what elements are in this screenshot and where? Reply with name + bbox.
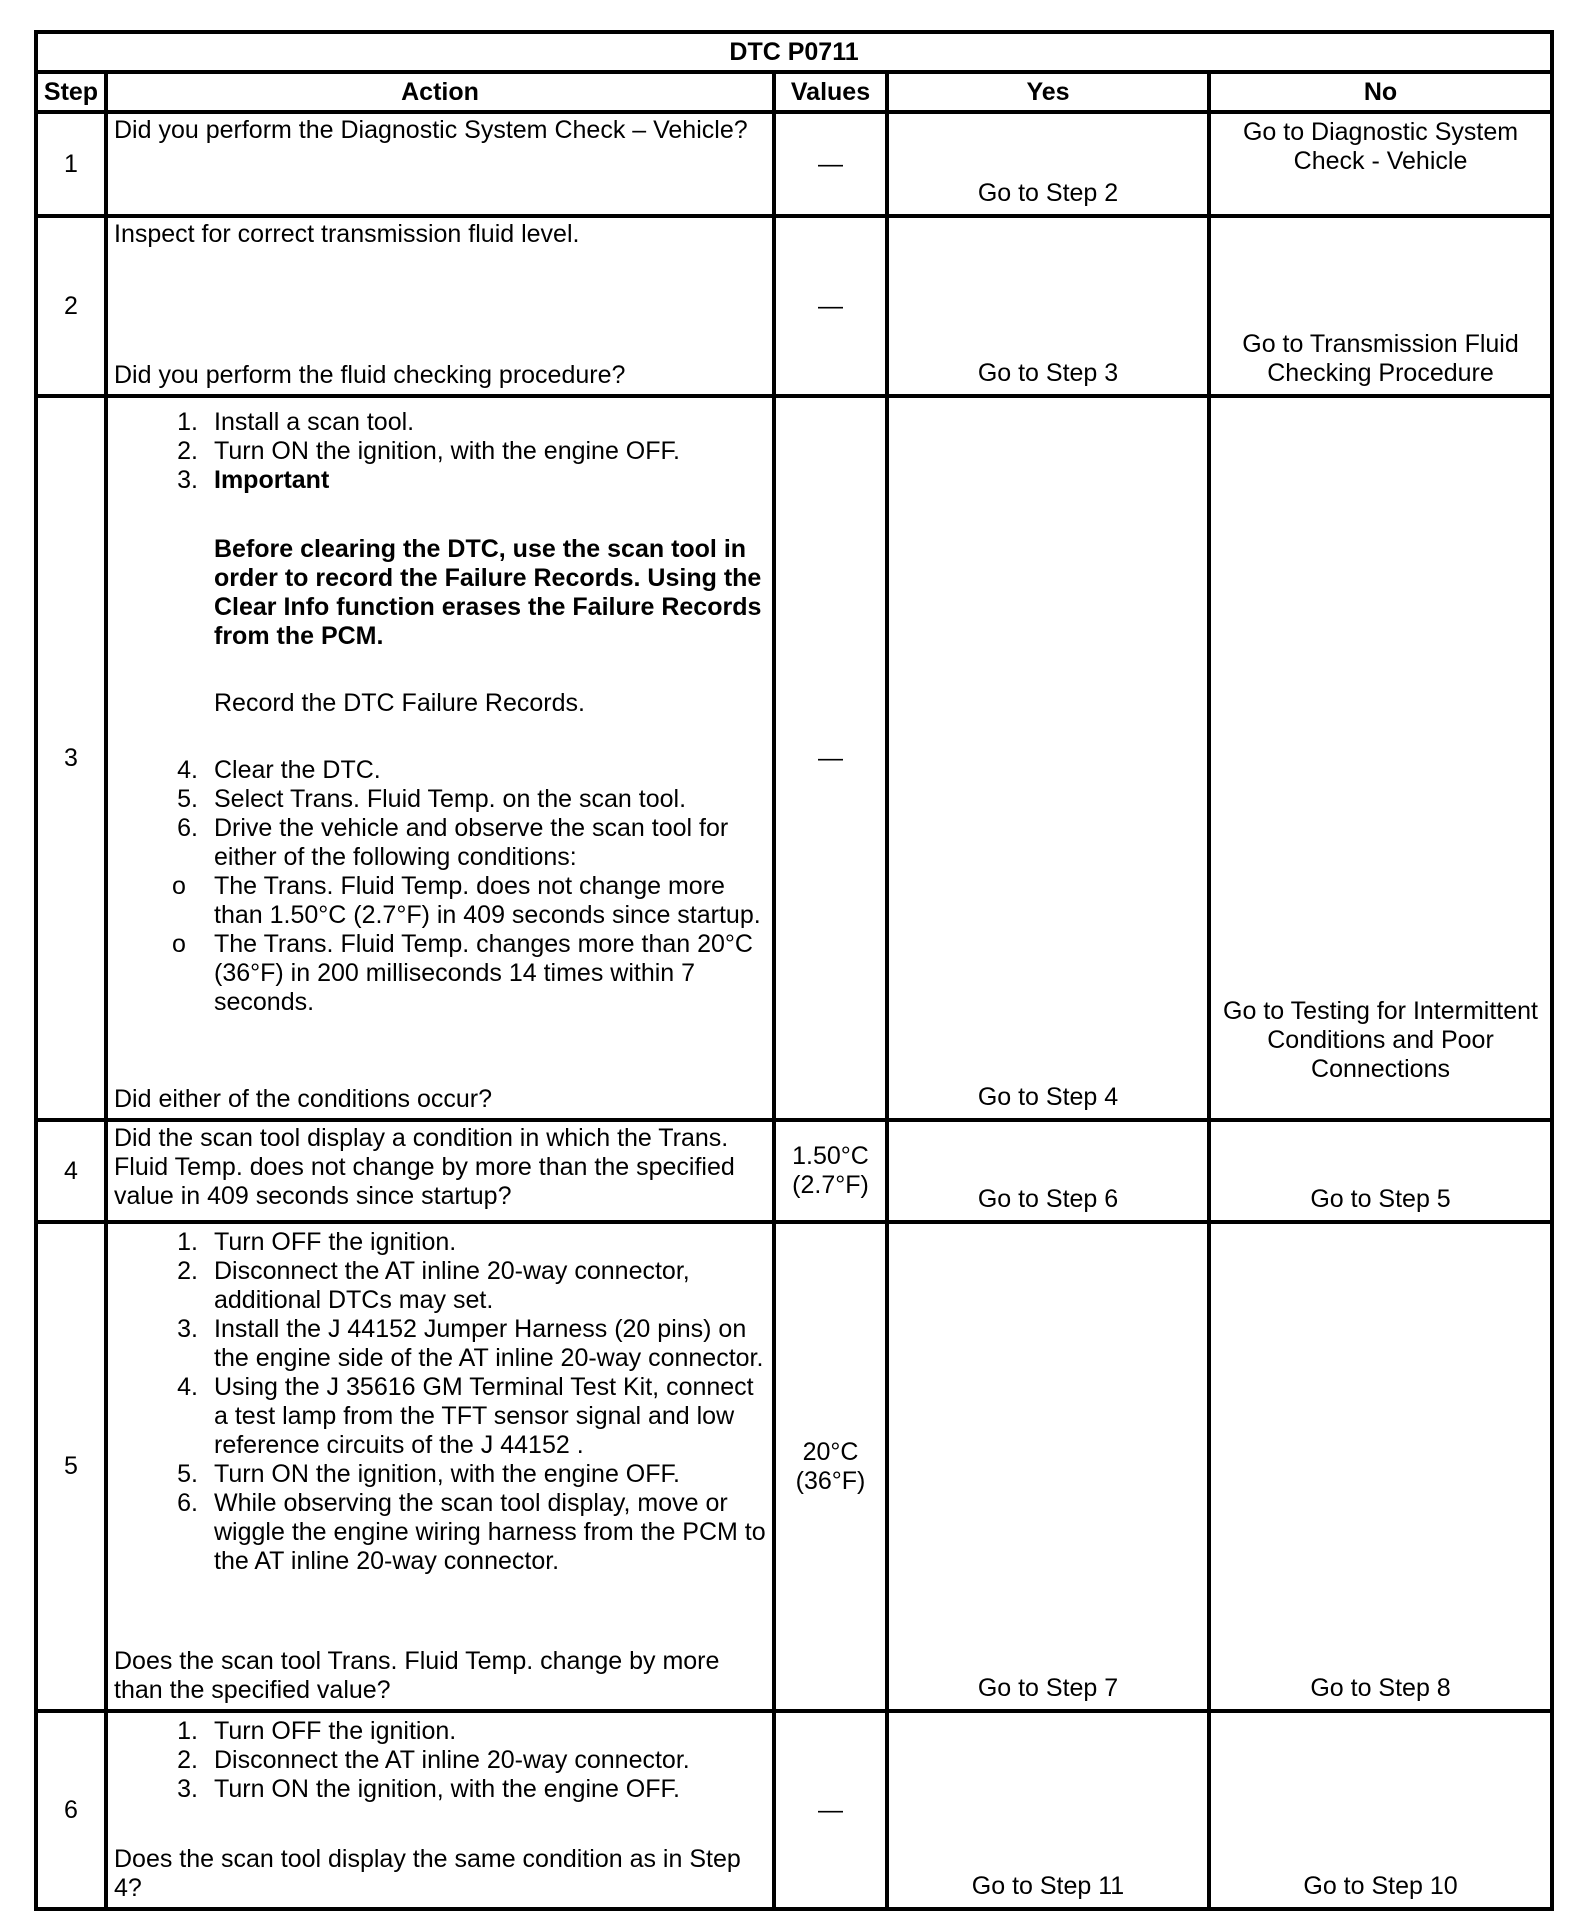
list-item: o The Trans. Fluid Temp. does not change more than 1.50°C (2.7°F) in 409 seconds since startup. <box>172 872 761 929</box>
table-row <box>36 1222 1552 1711</box>
list-item: 6. While observing the scan tool display, move or wiggle the engine wiring harness from the PCM to the AT inline 20-way connector. <box>177 1489 766 1575</box>
list-item: 3. Turn ON the ignition, with the engine OFF. <box>177 1775 680 1803</box>
no-text: Go to Testing for Intermittent Conditions and Poor Connections <box>1223 997 1538 1083</box>
step-number: 6 <box>36 1711 106 1909</box>
list-item: 2. Disconnect the AT inline 20-way connector. <box>177 1746 690 1774</box>
table-row <box>36 216 1552 396</box>
table-row <box>36 396 1552 1120</box>
condition-list <box>114 872 768 1017</box>
values-cell: — <box>774 112 887 216</box>
action-cell <box>106 216 774 396</box>
header-step: Step <box>36 72 106 112</box>
list-item: 4. Clear the DTC. <box>177 756 381 784</box>
record-note: Record the DTC Failure Records. <box>214 689 585 717</box>
no-cell <box>1209 216 1552 396</box>
action-steps <box>114 756 768 872</box>
step-number: 1 <box>36 112 106 216</box>
list-item: 2. Turn ON the ignition, with the engine OFF. <box>177 437 680 465</box>
list-item: 6. Drive the vehicle and observe the scan tool for either of the following conditions: <box>177 814 729 871</box>
values-cell: — <box>774 1711 887 1909</box>
values-cell <box>774 1222 887 1711</box>
action-question: Did either of the conditions occur? <box>114 1085 492 1113</box>
action-cell <box>106 1120 774 1222</box>
list-item: o The Trans. Fluid Temp. changes more than 20°C (36°F) in 200 milliseconds 14 times within 7 seconds. <box>172 930 753 1016</box>
values-cell: — <box>774 216 887 396</box>
value-text: 20°C (36°F) <box>795 1437 866 1495</box>
action-steps <box>114 1228 768 1576</box>
yes-cell: Go to Step 4 <box>887 396 1209 1120</box>
action-cell <box>106 1711 774 1909</box>
list-item: 3. Install the J 44152 Jumper Harness (20 pins) on the engine side of the AT inline 20-way connector. <box>177 1315 764 1372</box>
list-item: 3. Important <box>177 466 330 494</box>
header-no: No <box>1209 72 1552 112</box>
list-item: 4. Using the J 35616 GM Terminal Test Kit, connect a test lamp from the TFT sensor signal and low reference circuits of the J 44152 . <box>177 1373 754 1459</box>
step-number: 3 <box>36 396 106 1120</box>
value-text: 1.50°C (2.7°F) <box>792 1142 869 1199</box>
header-row <box>36 72 1552 112</box>
action-question: Did the scan tool display a condition in which the Trans. Fluid Temp. does not change by more than the specified value in 409 seconds since startup? <box>114 1124 735 1210</box>
table-row <box>36 112 1552 216</box>
yes-cell: Go to Step 7 <box>887 1222 1209 1711</box>
action-cell <box>106 396 774 1120</box>
table-title: DTC P0711 <box>36 32 1552 72</box>
no-cell <box>1209 396 1552 1120</box>
table-row <box>36 1120 1552 1222</box>
action-cell <box>106 112 774 216</box>
no-cell <box>1209 112 1552 216</box>
action-question: Did you perform the Diagnostic System Check – Vehicle? <box>114 116 748 144</box>
table-row <box>36 1711 1552 1909</box>
values-cell <box>774 1120 887 1222</box>
list-item: 1. Turn OFF the ignition. <box>177 1228 457 1256</box>
action-intro: Inspect for correct transmission fluid level. <box>114 220 580 248</box>
yes-cell: Go to Step 11 <box>887 1711 1209 1909</box>
list-item: 1. Install a scan tool. <box>177 408 415 436</box>
important-note: Before clearing the DTC, use the scan tool in order to record the Failure Records. Using the Clear Info function erases the Failure Records from the PCM. <box>214 535 762 650</box>
action-question: Does the scan tool display the same condition as in Step 4? <box>114 1845 741 1902</box>
header-values: Values <box>774 72 887 112</box>
list-item: 1. Turn OFF the ignition. <box>177 1717 457 1745</box>
list-item: 5. Select Trans. Fluid Temp. on the scan tool. <box>177 785 687 813</box>
action-question: Does the scan tool Trans. Fluid Temp. change by more than the specified value? <box>114 1647 720 1704</box>
step-number: 4 <box>36 1120 106 1222</box>
yes-cell: Go to Step 2 <box>887 112 1209 216</box>
dtc-table <box>34 30 1554 1911</box>
step-number: 5 <box>36 1222 106 1711</box>
yes-cell: Go to Step 3 <box>887 216 1209 396</box>
no-cell: Go to Step 5 <box>1209 1120 1552 1222</box>
list-item: 5. Turn ON the ignition, with the engine OFF. <box>177 1460 680 1488</box>
no-cell: Go to Step 10 <box>1209 1711 1552 1909</box>
action-question: Did you perform the fluid checking procedure? <box>114 361 626 389</box>
step-number: 2 <box>36 216 106 396</box>
action-steps <box>114 408 768 495</box>
list-item: 2. Disconnect the AT inline 20-way connector, additional DTCs may set. <box>177 1257 690 1314</box>
header-yes: Yes <box>887 72 1209 112</box>
action-cell <box>106 1222 774 1711</box>
no-text: Go to Diagnostic System Check - Vehicle <box>1242 118 1519 175</box>
yes-cell: Go to Step 6 <box>887 1120 1209 1222</box>
values-cell: — <box>774 396 887 1120</box>
no-cell: Go to Step 8 <box>1209 1222 1552 1711</box>
no-text: Go to Transmission Fluid Checking Procedure <box>1242 330 1519 387</box>
header-action: Action <box>106 72 774 112</box>
action-steps <box>114 1717 768 1804</box>
